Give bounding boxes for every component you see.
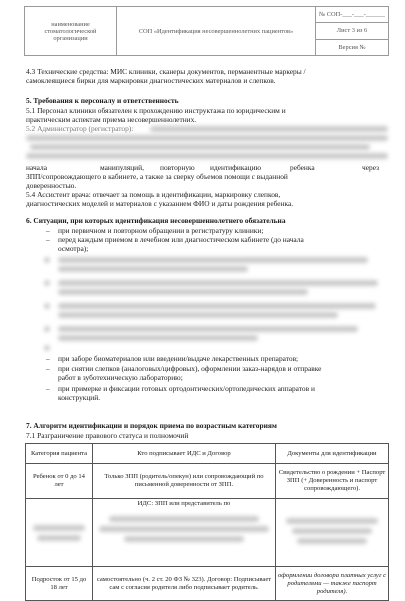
redacted-text [26,153,388,159]
table-cell [276,499,389,567]
redacted-text [58,289,308,295]
redacted-text [292,528,372,534]
sop-title: СОП «Идентификация несовершеннолетних пациентов» [117,7,316,56]
bullet-dash: – [46,235,50,244]
s4-3-line2: самоклеящиеся бирки для маркировки диагностических материалов и слепков. [26,76,276,85]
s5-3-fragment: манипуляций, [100,163,144,172]
redacted-text [109,516,259,522]
cell-text: ИДС: ЗПП или представитель по [137,500,231,507]
s5-3-line3: доверенностью. [26,181,77,190]
s5-3-fragment: ребенка [290,163,315,172]
s5-4-line2: диагностических моделей и материалов с указанием ФИО и даты рождения ребенка. [26,199,294,208]
s5-3-fragment: идентификацию [210,163,262,172]
bullet-dash: – [46,384,50,393]
list-item: работ в зуботехническую лабораторию; [58,373,183,382]
bullet-dash: – [46,226,50,235]
redacted-text [99,526,269,532]
s5-3-line2: ЗПП/сопровождающего в кабинете, а также за сверку объемов помощи с выданной [26,172,288,181]
redacted-text [297,538,367,544]
table-row [26,499,389,567]
list-item: при примерке и фиксации готовых ортодонтических/ортопедических аппаратов и [58,384,315,393]
table-cell: Подросток от 15 до 18 лет [26,567,93,601]
sop-number: № СОП-___-___-______ [316,7,389,23]
table-cell: Ребенок от 0 до 14 лет [26,464,93,499]
list-item: при снятии слепков (аналоговых/цифровых), оформлении заказ-нарядов и отправке [58,364,322,373]
redacted-text [26,135,388,141]
list-item: перед каждым приемом в лечебном или диагностическом кабинете (до начала [58,235,304,244]
redacted-text [58,257,368,263]
table-header: Документы для идентификации [276,444,389,464]
redacted-text [58,326,358,332]
redacted-text [58,312,338,318]
org-name: наименование стоматологической организации [25,7,117,56]
s5-3-fragment: повторную [160,163,195,172]
list-item: осмотра); [58,244,89,253]
section-6-heading: 6. Ситуации, при которых идентификация несовершеннолетнего обязательна [26,216,286,225]
table-cell: Свидетельство о рождении + Паспорт ЗПП (+ Доверенность и паспорт сопровождающего). [276,464,389,499]
redacted-text [58,280,378,286]
sheet-counter: Лист 3 из 6 [316,23,389,39]
list-item: при заборе биоматериалов или введении/выдаче лекарственных препаратов; [58,354,299,363]
table-header: Категория пациента [26,444,93,464]
redacted-text [33,525,85,531]
table-cell: оформлении договора платных услуг с родителями — также паспорт родителя). [276,567,389,601]
redacted-bullet [44,345,50,351]
section-7-heading: 7. Алгоритм идентификации и порядок приема по возрастным категориям [26,421,277,430]
redacted-text [30,144,370,150]
table-header: Кто подписывает ИДС и Договор [93,444,276,464]
redacted-text [58,266,248,272]
s5-1-line1: 5.1 Персонал клиники обязателен к прохождению инструктажа по юридическим и [26,106,286,115]
table-row [26,567,389,601]
s4-3-line1: 4.3 Технические средства: МИС клиники, сканеры документов, перманентные маркеры / [26,67,306,76]
table-header-row [26,444,389,464]
list-item: при первичном и повторном обращении в регистратуру клиники; [58,226,264,235]
s5-4-line1: 5.4 Ассистент врача: отвечает за помощь в идентификации, маркировку слепков, [26,190,281,199]
section-5-heading: 5. Требования к персоналу и ответственность [26,96,179,105]
bullet-dash: – [46,354,50,363]
redacted-bullet [44,257,50,263]
table-cell [93,499,276,567]
s5-3-fragment: через [362,163,379,172]
redacted-text [37,535,81,541]
table-cell: Только ЗПП (родитель/опекун) или сопровождающий по письменной доверенности от ЗПП. [93,464,276,499]
age-category-table [25,443,389,601]
table-cell [26,499,93,567]
document-header [24,6,389,56]
list-item: конструкций. [58,393,101,402]
redacted-text [286,518,378,524]
table-cell: самостоятельно (ч. 2 ст. 20 ФЗ № 323). Договор: Подписывает сам с согласия родителя либо подписывает родитель. [93,567,276,601]
table-row [26,464,389,499]
s5-3-fragment: начала [26,163,47,172]
redacted-text [58,335,258,341]
bullet-dash: – [46,364,50,373]
version-label: Версия № [316,39,389,55]
redacted-text [58,303,376,309]
redacted-bullet [44,280,50,286]
redacted-bullet [44,326,50,332]
redacted-text [124,536,244,542]
s5-2-start: 5.2 Администратор (регистратор): [26,124,134,133]
s7-1-subheading: 7.1 Разграничение правового статуса и полномочий [26,431,189,440]
s5-1-line2: практическим аспектам приема несовершеннолетних. [26,115,197,124]
redacted-text [150,126,388,132]
redacted-bullet [44,303,50,309]
